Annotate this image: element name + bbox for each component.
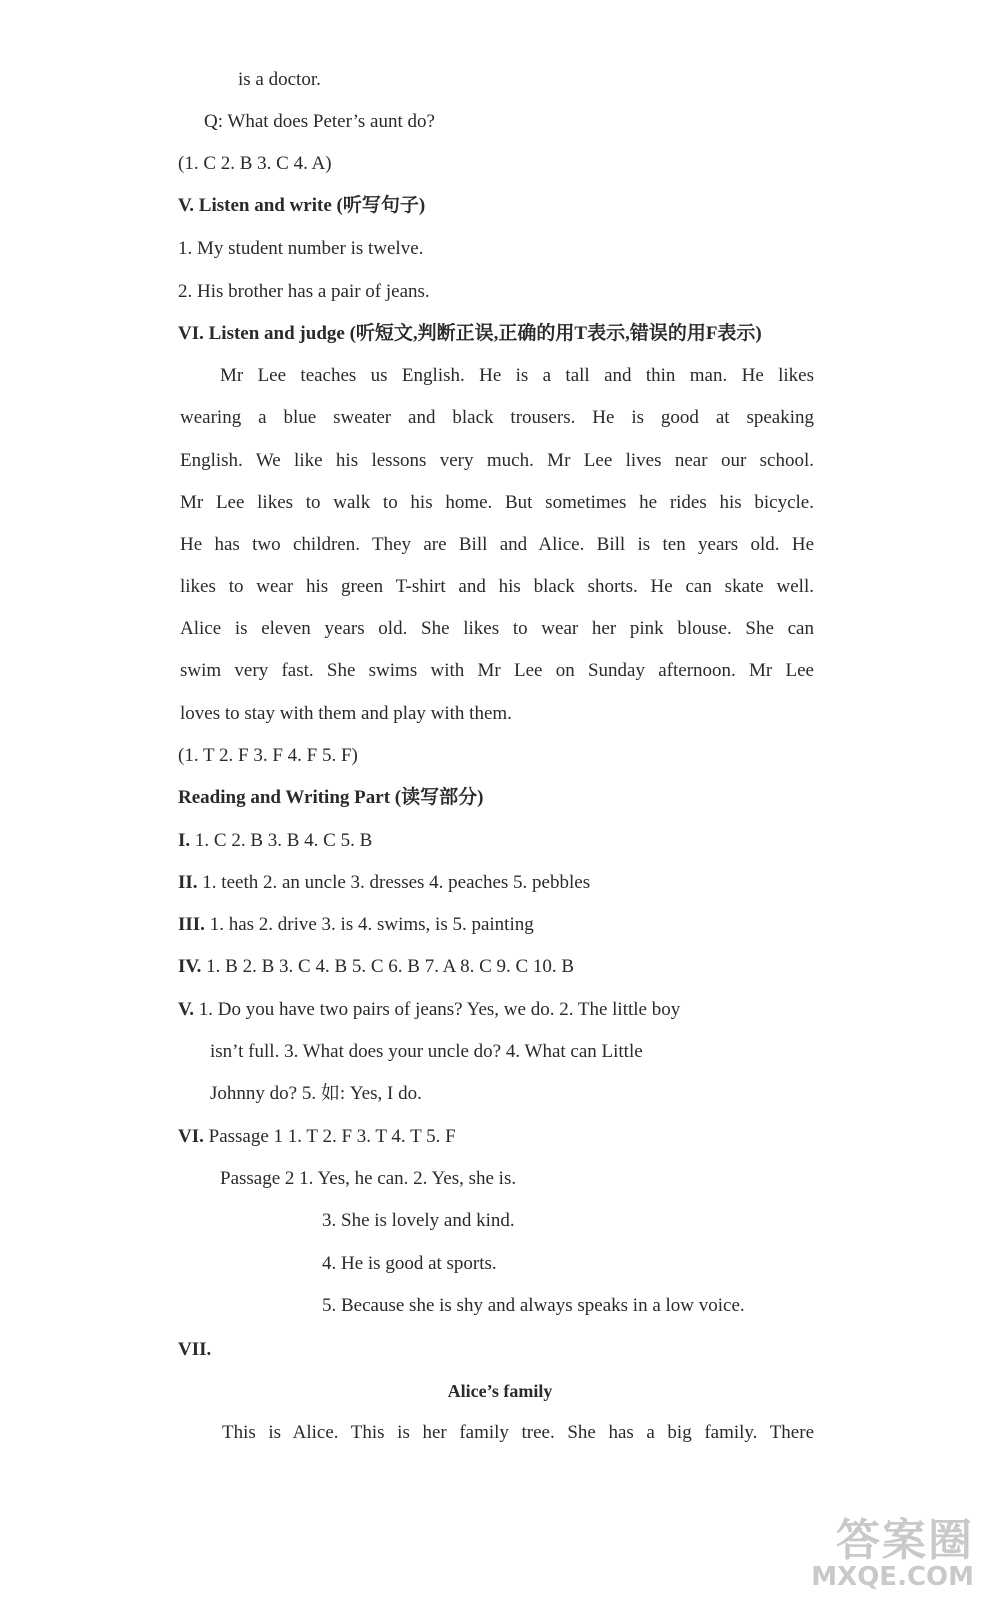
answer-row-iv [178, 955, 574, 979]
row-answers: 1. B 2. B 3. C 4. B 5. C 6. B 7. A 8. C 9. C 10. B [206, 956, 575, 977]
passage-line: Mr Lee likes to walk to his home. But sometimes he rides his bicycle. [180, 492, 814, 513]
answer-key-iv: (1. C 2. B 3. C 4. A) [178, 153, 332, 174]
answer-row-vi-cont: 4. He is good at sports. [322, 1253, 497, 1274]
passage-line: Mr Lee teaches us English. He is a tall and thin man. He likes [220, 365, 814, 386]
row-answers: 1. Do you have two pairs of jeans? Yes, we do. 2. The little boy [198, 999, 681, 1020]
question-line: Q: What does Peter’s aunt do? [204, 111, 435, 132]
watermark-logo [811, 1504, 974, 1592]
watermark-url: MXQE.COM [811, 1562, 974, 1592]
answer-row-v-cont: isn’t full. 3. What does your uncle do? 4. What can Little [210, 1041, 643, 1062]
section-heading-vi [178, 322, 762, 346]
passage-line: swim very fast. She swims with Mr Lee on Sunday afternoon. Mr Lee [180, 660, 814, 681]
section-heading-v [178, 194, 425, 218]
row-label: IV. [178, 956, 202, 977]
answer-row-ii [178, 871, 590, 895]
answer-row-vi [178, 1125, 456, 1149]
answer-row-v [178, 998, 680, 1022]
dictation-sentence-1: 1. My student number is twelve. [178, 238, 424, 259]
passage-line: He has two children. They are Bill and Alice. Bill is ten years old. He [180, 534, 814, 555]
part-heading-cn: (读写部分) [394, 787, 484, 808]
answer-row-vi-cont: 3. She is lovely and kind. [322, 1210, 515, 1231]
row-label: V. [178, 999, 195, 1020]
essay-line: This is Alice. This is her family tree. She has a big family. There [222, 1422, 814, 1443]
answer-row-i [178, 829, 372, 853]
row-label: I. [178, 830, 191, 851]
part-heading-reading-writing [178, 786, 483, 810]
row-answers: 1. has 2. drive 3. is 4. swims, is 5. painting [209, 914, 534, 935]
answer-row-iii [178, 913, 534, 937]
watermark-cn: 答案圈 [836, 1515, 974, 1566]
section-heading-vi-title: VI. Listen and judge [178, 323, 345, 344]
essay-title: Alice’s family [447, 1381, 553, 1401]
passage-line: Alice is eleven years old. She likes to wear her pink blouse. She can [180, 618, 814, 639]
answer-row-vi-passage2: Passage 2 1. Yes, he can. 2. Yes, she is. [220, 1168, 517, 1189]
row-label: III. [178, 914, 205, 935]
answer-key-vi: (1. T 2. F 3. F 4. F 5. F) [178, 745, 358, 766]
line-doctor: is a doctor. [238, 69, 321, 90]
passage-line: wearing a blue sweater and black trousers. He is good at speaking [180, 407, 814, 428]
dictation-sentence-2: 2. His brother has a pair of jeans. [178, 281, 430, 302]
section-heading-v-cn: (听写句子) [336, 195, 426, 216]
passage-line: English. We like his lessons very much. Mr Lee lives near our school. [180, 450, 814, 471]
section-heading-vi-cn: (听短文,判断正误,正确的用T表示,错误的用F表示) [349, 323, 762, 344]
row-label: II. [178, 872, 198, 893]
row-answers: 1. teeth 2. an uncle 3. dresses 4. peaches 5. pebbles [202, 872, 591, 893]
row-label: VI. [178, 1126, 204, 1147]
answer-row-v-cont: Johnny do? 5. 如: Yes, I do. [210, 1083, 422, 1104]
row-answers: Passage 1 1. T 2. F 3. T 4. T 5. F [208, 1126, 456, 1147]
row-answers: 1. C 2. B 3. B 4. C 5. B [194, 830, 373, 851]
part-heading-title: Reading and Writing Part [178, 787, 391, 808]
answer-row-vii-label: VII. [178, 1339, 212, 1360]
answer-row-vi-cont: 5. Because she is shy and always speaks in a low voice. [322, 1295, 745, 1316]
section-heading-v-title: V. Listen and write [178, 195, 332, 216]
passage-line: loves to stay with them and play with them. [180, 703, 512, 724]
passage-line: likes to wear his green T-shirt and his black shorts. He can skate well. [180, 576, 814, 597]
